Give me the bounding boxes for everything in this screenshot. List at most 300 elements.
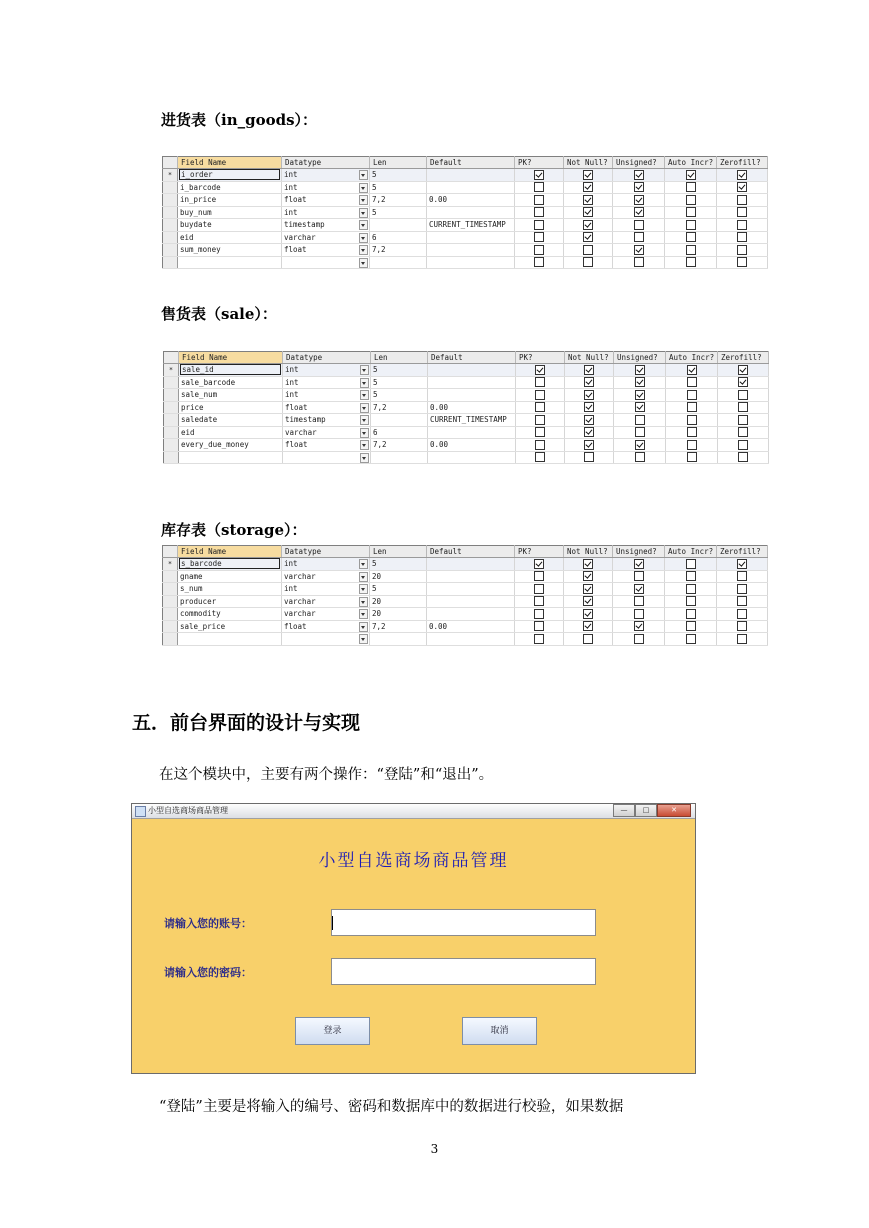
dropdown-arrow-icon[interactable] <box>360 365 369 375</box>
checkbox-zf[interactable] <box>737 195 747 205</box>
field-name-cell[interactable] <box>178 583 282 596</box>
checkbox-zf[interactable] <box>738 440 748 450</box>
field-name-cell[interactable] <box>178 608 282 621</box>
datatype-cell[interactable] <box>282 256 370 269</box>
datatype-cell[interactable] <box>282 620 370 633</box>
default-cell[interactable] <box>427 231 515 244</box>
checkbox-ai[interactable] <box>686 609 696 619</box>
checkbox-zf[interactable] <box>737 559 747 569</box>
table-row[interactable] <box>163 595 768 608</box>
table-row[interactable] <box>163 608 768 621</box>
checkbox-zf[interactable] <box>737 220 747 230</box>
table-row[interactable] <box>163 181 768 194</box>
checkbox-pk[interactable] <box>535 427 545 437</box>
length-cell[interactable] <box>370 256 427 269</box>
table-row[interactable] <box>163 231 768 244</box>
datatype-cell[interactable] <box>283 376 371 389</box>
dropdown-arrow-icon[interactable] <box>360 428 369 438</box>
login-button[interactable]: 登录 <box>295 1017 370 1045</box>
column-header[interactable]: Auto Incr? <box>666 352 718 364</box>
column-header[interactable]: Datatype <box>283 352 371 364</box>
datatype-cell[interactable] <box>283 414 371 427</box>
table-row[interactable] <box>163 169 768 182</box>
table-row[interactable] <box>164 364 769 377</box>
dropdown-arrow-icon[interactable] <box>359 572 368 582</box>
field-name-cell[interactable] <box>178 256 282 269</box>
field-name-cell[interactable] <box>178 231 282 244</box>
datatype-cell[interactable] <box>283 401 371 414</box>
datatype-cell[interactable] <box>282 206 370 219</box>
checkbox-nn[interactable] <box>583 621 593 631</box>
checkbox-un[interactable] <box>634 182 644 192</box>
checkbox-pk[interactable] <box>535 402 545 412</box>
length-cell[interactable]: 5 <box>370 169 427 182</box>
checkbox-un[interactable] <box>635 390 645 400</box>
checkbox-ai[interactable] <box>686 596 696 606</box>
datatype-cell[interactable] <box>283 439 371 452</box>
dropdown-arrow-icon[interactable] <box>359 584 368 594</box>
length-cell[interactable]: 5 <box>370 558 427 571</box>
checkbox-ai[interactable] <box>686 207 696 217</box>
account-input[interactable] <box>331 909 596 936</box>
close-button[interactable]: ✕ <box>657 804 691 817</box>
dropdown-arrow-icon[interactable] <box>359 634 368 644</box>
default-cell[interactable] <box>428 426 516 439</box>
checkbox-ai[interactable] <box>687 402 697 412</box>
checkbox-un[interactable] <box>634 571 644 581</box>
checkbox-zf[interactable] <box>737 596 747 606</box>
checkbox-un[interactable] <box>634 621 644 631</box>
table-row[interactable] <box>163 558 768 571</box>
default-cell[interactable] <box>427 633 515 646</box>
table-row[interactable] <box>163 244 768 257</box>
checkbox-ai[interactable] <box>686 195 696 205</box>
default-cell[interactable] <box>427 206 515 219</box>
length-cell[interactable]: 6 <box>371 426 428 439</box>
page-number: 3 <box>430 1142 439 1156</box>
default-cell[interactable]: 0.00 <box>427 194 515 207</box>
checkbox-pk[interactable] <box>534 170 544 180</box>
checkbox-pk[interactable] <box>534 584 544 594</box>
field-name-cell[interactable] <box>178 181 282 194</box>
checkbox-pk[interactable] <box>534 195 544 205</box>
checkbox-zf[interactable] <box>738 365 748 375</box>
checkbox-nn[interactable] <box>583 634 593 644</box>
checkbox-nn[interactable] <box>583 232 593 242</box>
datatype-cell[interactable] <box>283 451 371 464</box>
datatype-cell[interactable] <box>283 389 371 402</box>
column-header[interactable]: Auto Incr? <box>665 157 717 169</box>
column-header[interactable]: Not Null? <box>564 157 613 169</box>
maximize-button[interactable]: □ <box>635 804 657 817</box>
default-cell[interactable] <box>427 244 515 257</box>
column-header[interactable]: Zerofill? <box>717 157 768 169</box>
checkbox-un[interactable] <box>634 596 644 606</box>
checkbox-ai[interactable] <box>686 621 696 631</box>
ai-cell <box>665 583 717 596</box>
dropdown-arrow-icon[interactable] <box>360 390 369 400</box>
checkbox-ai[interactable] <box>686 245 696 255</box>
field-name-cell[interactable] <box>179 401 283 414</box>
table-row[interactable] <box>164 376 769 389</box>
checkbox-zf[interactable] <box>737 621 747 631</box>
checkbox-zf[interactable] <box>737 257 747 267</box>
column-header[interactable]: Default <box>427 546 515 558</box>
field-name-cell[interactable] <box>179 426 283 439</box>
dropdown-arrow-icon[interactable] <box>359 622 368 632</box>
checkbox-un[interactable] <box>634 170 644 180</box>
checkbox-un[interactable] <box>635 440 645 450</box>
field-name-cell[interactable] <box>178 558 282 571</box>
checkbox-pk[interactable] <box>535 415 545 425</box>
minimize-button[interactable]: — <box>613 804 635 817</box>
field-name-cell[interactable] <box>178 169 282 182</box>
table-row[interactable] <box>164 439 769 452</box>
checkbox-un[interactable] <box>634 195 644 205</box>
checkbox-un[interactable] <box>634 220 644 230</box>
checkbox-ai[interactable] <box>687 377 697 387</box>
checkbox-nn[interactable] <box>584 365 594 375</box>
pk-cell <box>515 206 564 219</box>
field-name-cell[interactable] <box>178 595 282 608</box>
checkbox-zf[interactable] <box>738 415 748 425</box>
length-cell[interactable]: 5 <box>371 376 428 389</box>
zf-cell <box>718 439 769 452</box>
datatype-cell[interactable] <box>283 364 371 377</box>
checkbox-nn[interactable] <box>583 195 593 205</box>
checkbox-pk[interactable] <box>534 245 544 255</box>
checkbox-pk[interactable] <box>534 207 544 217</box>
row-header-corner <box>163 157 178 169</box>
checkbox-zf[interactable] <box>738 402 748 412</box>
dropdown-arrow-icon[interactable] <box>360 415 369 425</box>
dropdown-arrow-icon[interactable] <box>359 233 368 243</box>
datatype-cell[interactable] <box>282 608 370 621</box>
column-header[interactable]: Unsigned? <box>613 157 665 169</box>
checkbox-nn[interactable] <box>583 245 593 255</box>
table-row[interactable] <box>163 256 768 269</box>
column-header[interactable]: Default <box>428 352 516 364</box>
default-cell[interactable] <box>428 451 516 464</box>
cancel-button[interactable]: 取消 <box>462 1017 537 1045</box>
field-name-cell[interactable] <box>179 451 283 464</box>
column-header[interactable]: Field Name <box>178 157 282 169</box>
column-header[interactable]: PK? <box>515 546 564 558</box>
checkbox-nn[interactable] <box>584 415 594 425</box>
checkbox-nn[interactable] <box>584 402 594 412</box>
datatype-cell[interactable] <box>282 219 370 232</box>
column-header[interactable]: Len <box>371 352 428 364</box>
checkbox-ai[interactable] <box>686 584 696 594</box>
checkbox-pk[interactable] <box>534 634 544 644</box>
dropdown-arrow-icon[interactable] <box>359 183 368 193</box>
checkbox-un[interactable] <box>634 232 644 242</box>
field-name-cell[interactable] <box>178 219 282 232</box>
checkbox-zf[interactable] <box>738 427 748 437</box>
default-cell[interactable]: 0.00 <box>428 401 516 414</box>
default-cell[interactable]: CURRENT_TIMESTAMP <box>428 414 516 427</box>
column-header[interactable]: Not Null? <box>564 546 613 558</box>
checkbox-zf[interactable] <box>737 207 747 217</box>
field-name-cell[interactable] <box>178 570 282 583</box>
dropdown-arrow-icon[interactable] <box>360 453 369 463</box>
checkbox-zf[interactable] <box>737 170 747 180</box>
table-row[interactable] <box>163 219 768 232</box>
checkbox-pk[interactable] <box>535 377 545 387</box>
checkbox-un[interactable] <box>635 452 645 462</box>
checkbox-nn[interactable] <box>583 571 593 581</box>
datatype-cell[interactable] <box>282 194 370 207</box>
column-header[interactable]: Not Null? <box>565 352 614 364</box>
default-cell[interactable]: 0.00 <box>428 439 516 452</box>
column-header[interactable]: Len <box>370 546 427 558</box>
checkbox-zf[interactable] <box>737 232 747 242</box>
length-cell[interactable]: 7,2 <box>370 620 427 633</box>
nn-cell <box>564 595 613 608</box>
column-header[interactable]: Datatype <box>282 546 370 558</box>
datatype-cell[interactable] <box>282 633 370 646</box>
checkbox-ai[interactable] <box>687 452 697 462</box>
length-cell[interactable]: 20 <box>370 595 427 608</box>
datatype-cell[interactable] <box>282 169 370 182</box>
checkbox-pk[interactable] <box>534 609 544 619</box>
field-name-cell[interactable] <box>179 389 283 402</box>
checkbox-zf[interactable] <box>738 390 748 400</box>
checkbox-ai[interactable] <box>686 170 696 180</box>
table-row[interactable] <box>163 583 768 596</box>
table-row[interactable] <box>163 633 768 646</box>
dropdown-arrow-icon[interactable] <box>359 597 368 607</box>
checkbox-un[interactable] <box>634 609 644 619</box>
checkbox-ai[interactable] <box>686 559 696 569</box>
checkbox-zf[interactable] <box>737 245 747 255</box>
datatype-cell[interactable] <box>282 583 370 596</box>
length-cell[interactable]: 7,2 <box>371 439 428 452</box>
checkbox-ai[interactable] <box>687 427 697 437</box>
checkbox-nn[interactable] <box>584 390 594 400</box>
column-header[interactable]: PK? <box>515 157 564 169</box>
column-header[interactable]: Datatype <box>282 157 370 169</box>
checkbox-nn[interactable] <box>583 170 593 180</box>
table-row[interactable] <box>163 570 768 583</box>
ai-cell <box>665 256 717 269</box>
column-header[interactable]: Auto Incr? <box>665 546 717 558</box>
checkbox-un[interactable] <box>635 402 645 412</box>
checkbox-zf[interactable] <box>737 182 747 192</box>
field-name-cell[interactable] <box>178 194 282 207</box>
default-cell[interactable] <box>427 595 515 608</box>
dropdown-arrow-icon[interactable] <box>360 403 369 413</box>
field-name-cell[interactable] <box>179 439 283 452</box>
datatype-cell[interactable] <box>282 244 370 257</box>
checkbox-pk[interactable] <box>534 571 544 581</box>
checkbox-nn[interactable] <box>583 257 593 267</box>
dropdown-arrow-icon[interactable] <box>360 378 369 388</box>
checkbox-pk[interactable] <box>535 440 545 450</box>
default-cell[interactable] <box>428 389 516 402</box>
length-cell[interactable] <box>370 219 427 232</box>
checkbox-ai[interactable] <box>686 634 696 644</box>
table-row[interactable] <box>164 401 769 414</box>
length-cell[interactable]: 5 <box>370 206 427 219</box>
column-header[interactable]: Field Name <box>178 546 282 558</box>
checkbox-pk[interactable] <box>534 220 544 230</box>
dropdown-arrow-icon[interactable] <box>359 170 368 180</box>
checkbox-zf[interactable] <box>737 571 747 581</box>
checkbox-pk[interactable] <box>534 182 544 192</box>
length-cell[interactable] <box>370 633 427 646</box>
checkbox-pk[interactable] <box>535 390 545 400</box>
field-name-cell[interactable] <box>179 414 283 427</box>
checkbox-nn[interactable] <box>583 584 593 594</box>
field-name-cell[interactable] <box>178 244 282 257</box>
checkbox-nn[interactable] <box>583 609 593 619</box>
checkbox-ai[interactable] <box>686 232 696 242</box>
table-row[interactable] <box>164 389 769 402</box>
checkbox-nn[interactable] <box>583 207 593 217</box>
checkbox-un[interactable] <box>635 365 645 375</box>
checkbox-ai[interactable] <box>687 390 697 400</box>
field-name-cell[interactable] <box>179 376 283 389</box>
dropdown-arrow-icon[interactable] <box>359 258 368 268</box>
datatype-cell[interactable] <box>283 426 371 439</box>
datatype-cell[interactable] <box>282 570 370 583</box>
field-name-cell[interactable] <box>178 633 282 646</box>
table-row[interactable] <box>163 206 768 219</box>
default-cell[interactable] <box>428 364 516 377</box>
checkbox-nn[interactable] <box>584 440 594 450</box>
length-cell[interactable]: 5 <box>371 389 428 402</box>
column-header[interactable]: Unsigned? <box>614 352 666 364</box>
column-header[interactable]: Zerofill? <box>718 352 769 364</box>
checkbox-un[interactable] <box>635 427 645 437</box>
checkbox-nn[interactable] <box>583 182 593 192</box>
checkbox-pk[interactable] <box>534 559 544 569</box>
length-cell[interactable]: 5 <box>371 364 428 377</box>
default-cell[interactable] <box>427 558 515 571</box>
row-indicator <box>164 414 179 427</box>
table-row[interactable] <box>163 194 768 207</box>
default-cell[interactable] <box>427 570 515 583</box>
checkbox-ai[interactable] <box>687 440 697 450</box>
datatype-cell[interactable] <box>282 231 370 244</box>
column-header[interactable]: Default <box>427 157 515 169</box>
checkbox-pk[interactable] <box>534 232 544 242</box>
length-cell[interactable]: 7,2 <box>371 401 428 414</box>
checkbox-ai[interactable] <box>686 571 696 581</box>
dropdown-arrow-icon[interactable] <box>359 245 368 255</box>
default-cell[interactable] <box>427 169 515 182</box>
checkbox-zf[interactable] <box>738 452 748 462</box>
checkbox-ai[interactable] <box>686 182 696 192</box>
dropdown-arrow-icon[interactable] <box>359 208 368 218</box>
checkbox-nn[interactable] <box>584 452 594 462</box>
datatype-cell[interactable] <box>282 181 370 194</box>
checkbox-zf[interactable] <box>738 377 748 387</box>
checkbox-un[interactable] <box>635 415 645 425</box>
length-cell[interactable]: 7,2 <box>370 244 427 257</box>
table-row[interactable] <box>164 414 769 427</box>
un-cell <box>613 620 665 633</box>
zf-cell <box>718 414 769 427</box>
length-cell[interactable]: 5 <box>370 181 427 194</box>
checkbox-un[interactable] <box>634 634 644 644</box>
checkbox-ai[interactable] <box>686 257 696 267</box>
checkbox-nn[interactable] <box>583 596 593 606</box>
length-cell[interactable]: 6 <box>370 231 427 244</box>
column-header[interactable]: Unsigned? <box>613 546 665 558</box>
column-header[interactable]: Field Name <box>179 352 283 364</box>
checkbox-un[interactable] <box>634 207 644 217</box>
checkbox-nn[interactable] <box>584 427 594 437</box>
length-cell[interactable]: 7,2 <box>370 194 427 207</box>
un-cell <box>613 206 665 219</box>
checkbox-un[interactable] <box>634 257 644 267</box>
checkbox-pk[interactable] <box>534 621 544 631</box>
table-row[interactable] <box>163 620 768 633</box>
default-cell[interactable] <box>427 583 515 596</box>
column-header[interactable]: PK? <box>516 352 565 364</box>
checkbox-un[interactable] <box>634 584 644 594</box>
length-cell[interactable] <box>371 451 428 464</box>
length-cell[interactable] <box>371 414 428 427</box>
field-name-cell[interactable] <box>178 206 282 219</box>
checkbox-pk[interactable] <box>535 452 545 462</box>
datatype-cell[interactable] <box>282 595 370 608</box>
checkbox-pk[interactable] <box>534 257 544 267</box>
default-cell[interactable]: CURRENT_TIMESTAMP <box>427 219 515 232</box>
dropdown-arrow-icon[interactable] <box>359 195 368 205</box>
checkbox-nn[interactable] <box>583 220 593 230</box>
checkbox-un[interactable] <box>634 559 644 569</box>
checkbox-ai[interactable] <box>687 415 697 425</box>
row-indicator <box>163 244 178 257</box>
checkbox-ai[interactable] <box>686 220 696 230</box>
table-row[interactable] <box>164 451 769 464</box>
length-cell[interactable]: 20 <box>370 570 427 583</box>
dropdown-arrow-icon[interactable] <box>359 220 368 230</box>
password-input[interactable] <box>331 958 596 985</box>
default-cell[interactable] <box>427 608 515 621</box>
datatype-cell[interactable] <box>282 558 370 571</box>
default-cell[interactable]: 0.00 <box>427 620 515 633</box>
checkbox-pk[interactable] <box>535 365 545 375</box>
default-cell[interactable] <box>427 256 515 269</box>
default-cell[interactable] <box>428 376 516 389</box>
dropdown-arrow-icon[interactable] <box>359 609 368 619</box>
checkbox-un[interactable] <box>634 245 644 255</box>
length-cell[interactable]: 5 <box>370 583 427 596</box>
checkbox-nn[interactable] <box>583 559 593 569</box>
field-name-text: commodity <box>180 609 221 619</box>
table-row[interactable] <box>164 426 769 439</box>
checkbox-zf[interactable] <box>737 609 747 619</box>
default-cell[interactable] <box>427 181 515 194</box>
field-name-cell[interactable] <box>178 620 282 633</box>
length-cell[interactable]: 20 <box>370 608 427 621</box>
dropdown-arrow-icon[interactable] <box>359 559 368 569</box>
checkbox-ai[interactable] <box>687 365 697 375</box>
column-header[interactable]: Zerofill? <box>717 546 768 558</box>
dropdown-arrow-icon[interactable] <box>360 440 369 450</box>
checkbox-zf[interactable] <box>737 584 747 594</box>
checkbox-pk[interactable] <box>534 596 544 606</box>
column-header[interactable]: Len <box>370 157 427 169</box>
checkbox-un[interactable] <box>635 377 645 387</box>
checkbox-zf[interactable] <box>737 634 747 644</box>
checkbox-nn[interactable] <box>584 377 594 387</box>
field-name-cell[interactable] <box>179 364 283 377</box>
